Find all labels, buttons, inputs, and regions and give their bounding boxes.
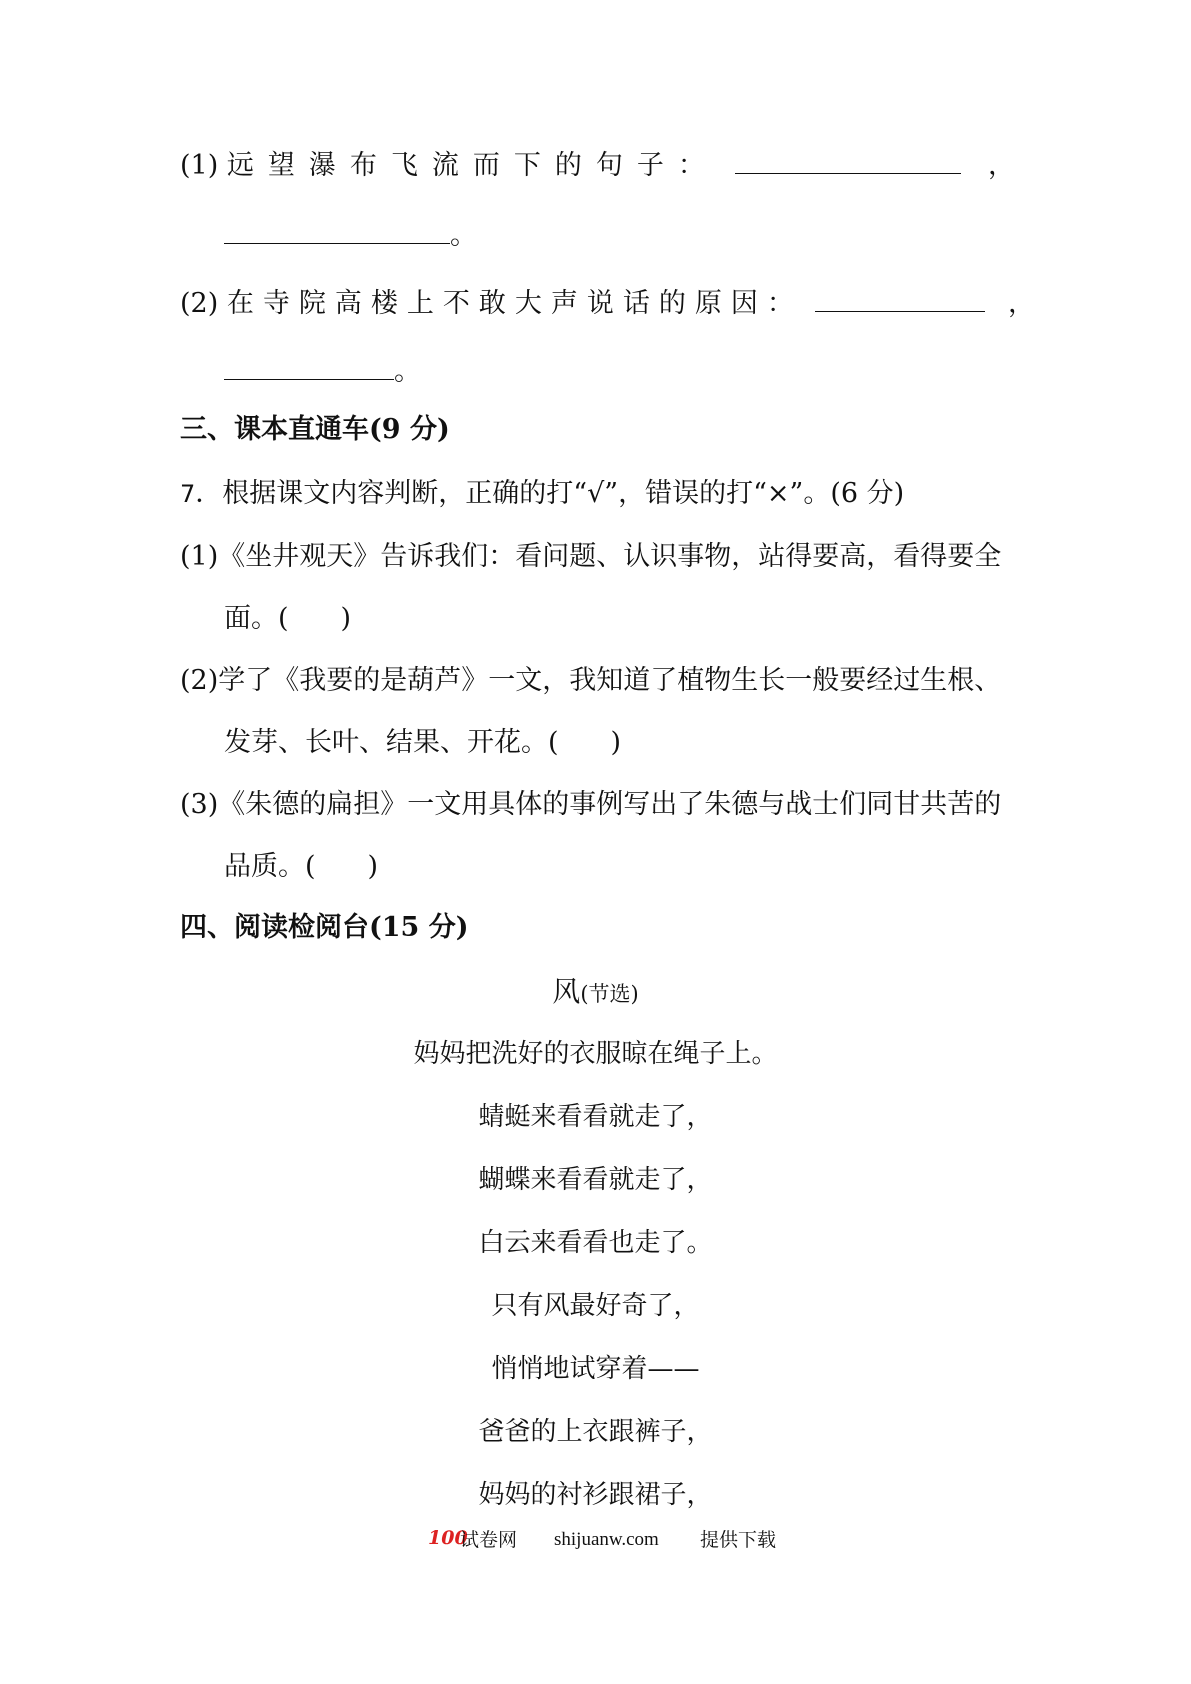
item2-comma: ，	[1008, 288, 1036, 319]
judge-item-3-close: )	[367, 851, 379, 882]
poem-title: 风	[552, 975, 581, 1008]
judge-item-2-close: )	[610, 727, 622, 758]
poem-line-1: 妈妈把洗好的衣服晾在绳子上。	[413, 1039, 778, 1069]
q7-line	[180, 476, 904, 512]
poem-line-4: 白云来看看也走了。	[478, 1228, 713, 1258]
judge-item-1-line1: (1)《坐井观天》告诉我们：看问题、认识事物，站得要高，看得要全	[180, 541, 1002, 572]
page-footer	[0, 1526, 1191, 1556]
item2-blank-1[interactable]	[815, 287, 985, 312]
poem-title-line	[0, 974, 1191, 1012]
q7-number: 7	[180, 480, 196, 508]
item2-label: (2)	[180, 288, 219, 319]
judge-item-3-line2	[224, 849, 378, 885]
footer-note: 提供下载	[700, 1529, 777, 1551]
poem-line-8: 妈妈的衬衫跟裙子，	[478, 1480, 713, 1510]
item2-end: 。	[394, 356, 421, 387]
poem-line-7: 爸爸的上衣跟裤子，	[478, 1417, 713, 1447]
item1-line	[180, 148, 1015, 184]
judge-item-1-close: )	[340, 603, 352, 634]
footer-logo: 100	[428, 1527, 468, 1549]
footer-site-name: 试卷网	[460, 1529, 518, 1551]
section3-heading: 三、课本直通车(9 分)	[180, 414, 450, 445]
item1-blank-2[interactable]	[224, 219, 450, 244]
judge-item-2-text: 发芽、长叶、结果、开花。(	[224, 727, 559, 758]
item1-end: 。	[450, 220, 477, 251]
item2-line-2	[224, 354, 421, 390]
poem-line-6: 悄悄地试穿着——	[491, 1354, 700, 1384]
item1-text: 远望瀑布飞流而下的句子：	[226, 150, 719, 181]
footer-url[interactable]: shijuanw.com	[554, 1529, 659, 1550]
poem-line-3: 蝴蝶来看看就走了，	[478, 1165, 713, 1195]
poem-line-5: 只有风最好奇了，	[491, 1291, 700, 1321]
poem-line-2: 蜻蜓来看看就走了，	[478, 1102, 713, 1132]
judge-item-1-line2	[224, 601, 351, 637]
poem-subtitle: (节选)	[580, 982, 639, 1006]
judge-item-3-text: 品质。(	[224, 851, 316, 882]
item1-label: (1)	[180, 150, 219, 181]
q7-text: ．根据课文内容判断，正确的打“√”，错误的打“×”。(6 分)	[195, 478, 905, 509]
item1-comma: ，	[988, 150, 1016, 181]
item2-blank-2[interactable]	[224, 355, 394, 380]
item1-line-2	[224, 218, 477, 254]
section4-heading: 四、阅读检阅台(15 分)	[180, 912, 469, 943]
judge-item-1-text: 面。(	[224, 603, 289, 634]
judge-item-2-line2	[224, 725, 621, 761]
item2-text: 在寺院高楼上不敢大声说话的原因：	[226, 288, 803, 319]
judge-item-2-line1: (2)学了《我要的是葫芦》一文，我知道了植物生长一般要经过生根、	[180, 665, 1002, 696]
item1-blank-1[interactable]	[735, 149, 961, 174]
item2-line	[180, 286, 1035, 322]
judge-item-3-line1: (3)《朱德的扁担》一文用具体的事例写出了朱德与战士们同甘共苦的	[180, 789, 1002, 820]
